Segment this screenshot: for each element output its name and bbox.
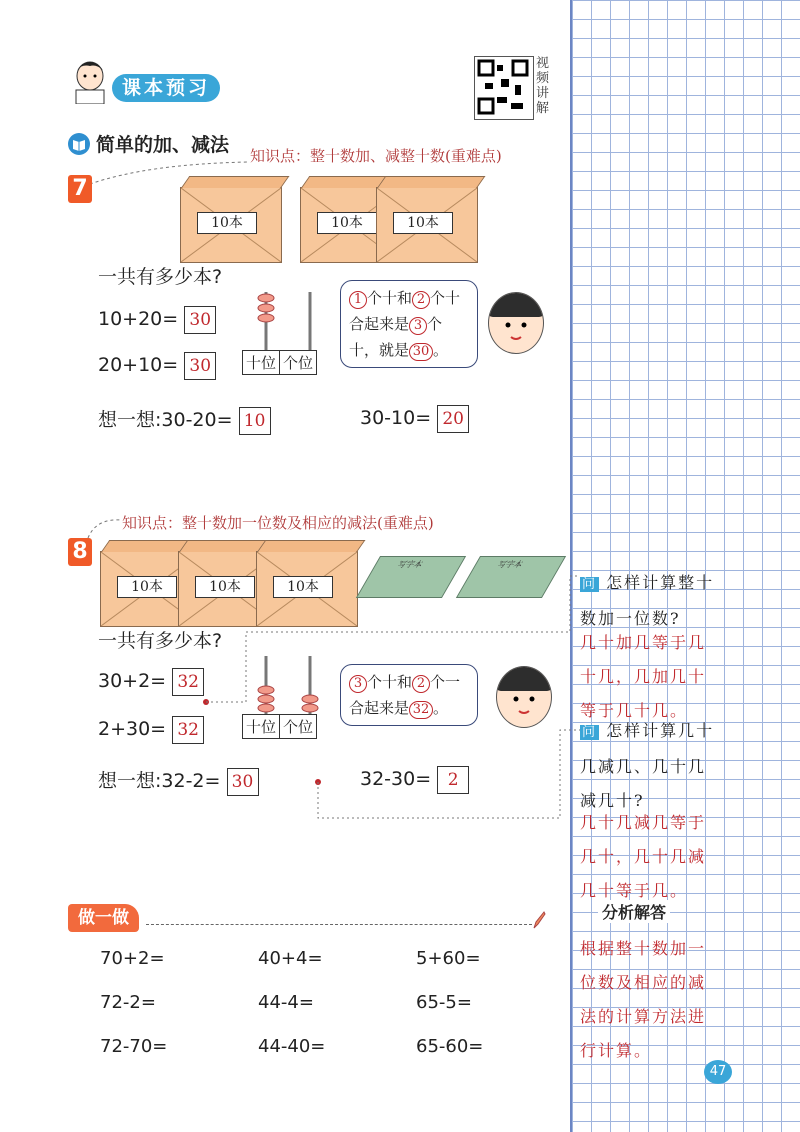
notebook-label: 写字本 — [395, 560, 425, 569]
side-answer-line: 十几，几加几十 — [580, 667, 707, 686]
qr-code-icon[interactable] — [474, 56, 534, 120]
analysis-title: 分析解答 — [598, 900, 670, 923]
pencil-icon — [532, 910, 546, 930]
answer-box[interactable]: 10 — [239, 407, 271, 435]
ex7-equation-2 — [98, 352, 216, 380]
ex8-equation-1 — [98, 668, 204, 696]
ex8-connector-line — [86, 512, 126, 542]
book-icon — [68, 133, 90, 155]
bubble-text: 十，就是 — [349, 341, 410, 359]
answer-box[interactable]: 30 — [184, 306, 216, 334]
circled-number: 30 — [409, 343, 433, 361]
answer-box[interactable]: 2 — [437, 766, 469, 794]
ex8-knowledge-point: 知识点：整十数加一位数及相应的减法(重难点) — [122, 514, 434, 532]
ex7-abacus-labels — [242, 350, 317, 375]
page-number: 47 — [704, 1060, 732, 1084]
think-label: 想一想:30-20= — [98, 409, 233, 431]
ex7-knowledge-point: 知识点：整十数加、减整十数(重难点) — [250, 147, 502, 165]
side-question-line: 怎样计算整十 — [606, 573, 715, 592]
circled-number: 2 — [412, 675, 430, 693]
crate-label: 10本 — [195, 576, 255, 598]
practice-row — [100, 1036, 536, 1080]
circled-number: 2 — [412, 291, 430, 309]
practice-item: 5+60= — [416, 948, 481, 969]
side-question-line: 怎样计算几十 — [606, 721, 715, 740]
bubble-text: 合起来是 — [349, 315, 410, 333]
bubble-text: 个十 — [430, 289, 461, 307]
practice-row — [100, 948, 536, 992]
ex7-question: 一共有多少本? — [98, 266, 223, 288]
analysis-line: 位数及相应的减 — [580, 973, 707, 992]
crate-label: 10本 — [393, 212, 453, 234]
side-answer-2 — [580, 806, 770, 908]
answer-box[interactable]: 30 — [227, 768, 259, 796]
ones-label: 个位 — [283, 354, 314, 372]
practice-divider — [146, 924, 532, 925]
equation-text: 30-10= — [360, 407, 432, 429]
side-answer-line: 几十加几等于几 — [580, 633, 707, 652]
side-question-2 — [580, 714, 765, 818]
analysis-line: 法的计算方法进 — [580, 1007, 707, 1026]
side-answer-line: 几十几减几等于 — [580, 813, 707, 832]
boy-avatar — [488, 292, 544, 354]
circled-number: 32 — [409, 701, 433, 719]
practice-item: 40+4= — [258, 948, 323, 969]
practice-item: 65-60= — [416, 1036, 484, 1057]
crate-label: 10本 — [117, 576, 177, 598]
side-answer-line: 等于几十几。 — [580, 701, 689, 720]
analysis-body — [580, 932, 770, 1068]
ex7-crate-3 — [376, 187, 478, 263]
practice-grid — [100, 948, 536, 1080]
crate-label: 10本 — [317, 212, 377, 234]
side-answer-line: 几十，几十几减 — [580, 847, 707, 866]
circled-number: 1 — [349, 291, 367, 309]
analysis-line: 根据整十数加一 — [580, 939, 707, 958]
practice-item: 70+2= — [100, 948, 165, 969]
ex7-crate-1 — [180, 187, 282, 263]
ex8-number: 8 — [68, 538, 92, 566]
crate-label: 10本 — [273, 576, 333, 598]
bubble-text: 合起来是 — [349, 699, 410, 717]
tens-label: 十位 — [243, 715, 280, 738]
side-question-line: 几减几、几十几 — [580, 757, 707, 776]
equation-text: 10+20= — [98, 308, 179, 330]
header-title — [112, 74, 220, 102]
side-answer-line: 几十等于几。 — [580, 881, 689, 900]
answer-box[interactable]: 30 — [184, 352, 216, 380]
section-title: 简单的加、减法 — [96, 134, 230, 156]
tens-label: 十位 — [243, 351, 280, 374]
practice-item: 44-4= — [258, 992, 314, 1013]
notebook-label: 写字本 — [495, 560, 525, 569]
ex7-think — [98, 405, 271, 435]
equation-text: 20+10= — [98, 354, 179, 376]
ones-label: 个位 — [283, 718, 314, 736]
bubble-text: 。 — [433, 699, 449, 717]
practice-item: 72-70= — [100, 1036, 168, 1057]
practice-row — [100, 992, 536, 1036]
think-label: 想一想:32-2= — [98, 770, 221, 792]
side-question-line: 数加一位数? — [580, 609, 681, 628]
equation-text: 2+30= — [98, 718, 167, 740]
side-question-line: 减几十? — [580, 791, 645, 810]
equation-text: 32-30= — [360, 768, 432, 790]
ex7-speech-bubble — [340, 280, 478, 368]
question-tag: 问 — [582, 725, 598, 740]
practice-item: 65-5= — [416, 992, 472, 1013]
bubble-text: 个 — [427, 315, 443, 333]
question-tag: 问 — [582, 577, 598, 592]
answer-box[interactable]: 32 — [172, 716, 204, 744]
bubble-text: 个十和 — [367, 673, 413, 691]
side-answer-1 — [580, 626, 770, 728]
bubble-text: 个一 — [430, 673, 461, 691]
analysis-line: 行计算。 — [580, 1041, 653, 1060]
equation-text: 30+2= — [98, 670, 167, 692]
student-mascot-icon — [68, 58, 112, 104]
ex7-number: 7 — [68, 175, 92, 203]
header-title-text: 课本预习 — [122, 77, 211, 99]
practice-item: 72-2= — [100, 992, 156, 1013]
ex8-equation-2 — [98, 716, 204, 744]
bubble-text: 。 — [433, 341, 449, 359]
answer-box[interactable]: 32 — [172, 668, 204, 696]
bubble-text: 个十和 — [367, 289, 413, 307]
practice-title: 做一做 — [68, 904, 139, 932]
crate-label: 10本 — [197, 212, 257, 234]
practice-item: 44-40= — [258, 1036, 326, 1057]
qr-label: 视频讲解 — [536, 56, 550, 116]
ex7-equation-1 — [98, 306, 216, 334]
circled-number: 3 — [409, 317, 427, 335]
side-note-connectors — [200, 570, 590, 830]
ex7-abacus — [244, 288, 334, 352]
answer-box[interactable]: 20 — [437, 405, 469, 433]
ex8-question: 一共有多少本? — [98, 630, 223, 652]
circled-number: 3 — [349, 675, 367, 693]
ex7-equation-3 — [360, 405, 469, 433]
